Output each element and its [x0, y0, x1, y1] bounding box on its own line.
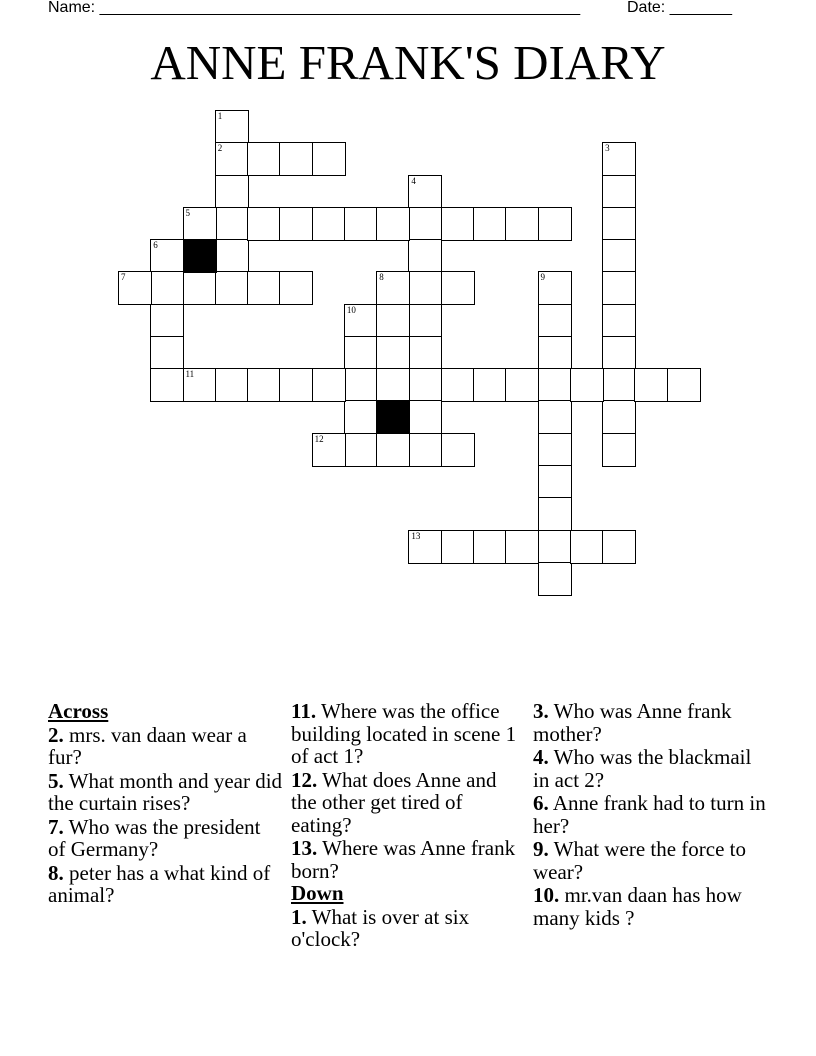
grid-cell[interactable]	[667, 368, 701, 402]
page-title: ANNE FRANK'S DIARY	[150, 35, 666, 90]
grid-cell[interactable]	[312, 368, 346, 402]
clue-number: 7	[121, 272, 126, 283]
grid-cell[interactable]	[441, 433, 475, 467]
grid-cell[interactable]	[505, 368, 539, 402]
clue-number: 10	[346, 304, 356, 315]
grid-cell[interactable]	[570, 368, 604, 402]
grid-cell[interactable]	[215, 110, 249, 144]
clue-down-10: 10. mr.van daan has how many kids ?	[533, 883, 742, 930]
grid-cell[interactable]	[344, 304, 378, 338]
grid-cell[interactable]	[441, 271, 475, 305]
clue-across-5: 5. What month and year did the curtain rises?	[48, 768, 283, 815]
grid-cell[interactable]	[570, 530, 604, 564]
grid-cell[interactable]	[538, 368, 572, 402]
grid-cell[interactable]	[344, 207, 378, 241]
grid-cell[interactable]	[183, 368, 217, 402]
grid-cell[interactable]	[376, 368, 410, 402]
grid-cell[interactable]	[538, 433, 572, 467]
grid-cell[interactable]	[312, 207, 346, 241]
clues-column-3	[533, 700, 769, 929]
grid-cell[interactable]	[376, 271, 410, 305]
grid-cell[interactable]	[634, 368, 668, 402]
grid-cell[interactable]	[602, 142, 636, 176]
grid-cell[interactable]	[376, 336, 410, 370]
grid-cell[interactable]	[441, 207, 475, 241]
grid-cell[interactable]	[312, 142, 346, 176]
grid-cell[interactable]	[215, 368, 249, 402]
clue-down-1: 1. What is over at six o'clock?	[291, 904, 470, 951]
grid-cell[interactable]	[408, 271, 442, 305]
clue-down-6: 6. Anne frank had to turn in her?	[533, 791, 766, 838]
grid-cell[interactable]	[215, 175, 249, 209]
name-field-label: Name: ______________________________________________________	[48, 0, 581, 16]
clue-down-3: 3. Who was Anne frank mother?	[533, 699, 732, 746]
clue-across-8: 8. peter has a what kind of animal?	[48, 860, 271, 907]
clue-number: 11	[185, 369, 195, 380]
grid-cell[interactable]	[215, 271, 249, 305]
clue-across-2: 2. mrs. van daan wear a fur?	[48, 722, 247, 769]
clue-across-11: 11. Where was the office building located in scene 1 of act 1?	[291, 699, 517, 768]
clue-number: 6	[153, 240, 158, 251]
date-field-label: Date: _______	[627, 0, 732, 16]
grid-cell[interactable]	[538, 465, 572, 499]
clue-number: 12	[314, 433, 324, 444]
grid-cell[interactable]	[150, 304, 184, 338]
grid-cell[interactable]	[215, 207, 249, 241]
grid-cell[interactable]	[602, 271, 636, 305]
grid-cell[interactable]	[602, 368, 636, 402]
clue-across-13: 13. Where was Anne frank born?	[291, 836, 516, 883]
grid-cell[interactable]	[408, 239, 442, 273]
grid-cell[interactable]	[408, 400, 442, 434]
clues-column-2	[291, 700, 527, 951]
clue-across-12: 12. What does Anne and the other get tired of eating?	[291, 767, 497, 837]
grid-cell[interactable]	[602, 304, 636, 338]
clue-number: 3	[605, 143, 610, 154]
grid-cell[interactable]	[538, 562, 572, 596]
grid-cell[interactable]	[344, 368, 378, 402]
grid-cell[interactable]	[183, 271, 217, 305]
clue-number: 5	[185, 207, 190, 218]
grid-cell[interactable]	[538, 400, 572, 434]
grid-cell[interactable]	[408, 304, 442, 338]
grid-cell[interactable]	[312, 433, 346, 467]
grid-cell[interactable]	[408, 368, 442, 402]
grid-cell[interactable]	[150, 271, 184, 305]
grid-cell[interactable]	[538, 497, 572, 531]
grid-cell[interactable]	[279, 368, 313, 402]
grid-cell[interactable]	[602, 400, 636, 434]
grid-cell[interactable]	[247, 142, 281, 176]
clue-across-7: 7. Who was the president of Germany?	[48, 814, 261, 861]
grid-cell[interactable]	[408, 207, 442, 241]
grid-cell[interactable]	[538, 530, 572, 564]
grid-cell[interactable]	[247, 207, 281, 241]
grid-cell[interactable]	[538, 336, 572, 370]
grid-cell[interactable]	[344, 336, 378, 370]
grid-cell[interactable]	[473, 530, 507, 564]
grid-cell[interactable]	[505, 207, 539, 241]
clue-number: 13	[411, 530, 421, 541]
grid-cell[interactable]	[344, 433, 378, 467]
grid-cell[interactable]	[279, 207, 313, 241]
grid-cell[interactable]	[118, 271, 152, 305]
grid-cell[interactable]	[408, 336, 442, 370]
across-heading: Across	[48, 699, 109, 723]
black-square	[376, 400, 410, 434]
grid-cell[interactable]	[344, 400, 378, 434]
grid-cell[interactable]	[441, 530, 475, 564]
grid-cell[interactable]	[538, 304, 572, 338]
grid-cell[interactable]	[376, 433, 410, 467]
grid-cell[interactable]	[376, 207, 410, 241]
grid-cell[interactable]	[473, 368, 507, 402]
grid-cell[interactable]	[215, 142, 249, 176]
grid-cell[interactable]	[602, 336, 636, 370]
grid-cell[interactable]	[247, 368, 281, 402]
grid-cell[interactable]	[150, 239, 184, 273]
grid-cell[interactable]	[376, 304, 410, 338]
grid-cell[interactable]	[473, 207, 507, 241]
clue-down-4: 4. Who was the blackmail in act 2?	[533, 745, 752, 792]
grid-cell[interactable]	[408, 530, 442, 564]
grid-cell[interactable]	[538, 271, 572, 305]
grid-cell[interactable]	[408, 175, 442, 209]
grid-cell[interactable]	[602, 530, 636, 564]
grid-cell[interactable]	[505, 530, 539, 564]
down-heading: Down	[291, 881, 344, 905]
grid-cell[interactable]	[279, 271, 313, 305]
grid-cell[interactable]	[150, 336, 184, 370]
clue-number: 4	[411, 175, 416, 186]
grid-cell[interactable]	[602, 207, 636, 241]
clue-down-9: 9. What were the force to wear?	[533, 837, 747, 884]
clue-number: 9	[540, 272, 545, 283]
grid-cell[interactable]	[279, 142, 313, 176]
grid-cell[interactable]	[602, 175, 636, 209]
grid-cell[interactable]	[602, 433, 636, 467]
grid-cell[interactable]	[538, 207, 572, 241]
clues-column-1	[48, 700, 283, 907]
grid-cell[interactable]	[602, 239, 636, 273]
grid-cell[interactable]	[247, 271, 281, 305]
grid-cell[interactable]	[183, 207, 217, 241]
grid-cell[interactable]	[150, 368, 184, 402]
grid-cell[interactable]	[215, 239, 249, 273]
grid-cell[interactable]	[441, 368, 475, 402]
clue-number: 8	[379, 272, 384, 283]
clue-number: 2	[217, 143, 223, 154]
black-square	[183, 239, 217, 273]
clue-number: 1	[217, 111, 223, 121]
grid-cell[interactable]	[408, 433, 442, 467]
